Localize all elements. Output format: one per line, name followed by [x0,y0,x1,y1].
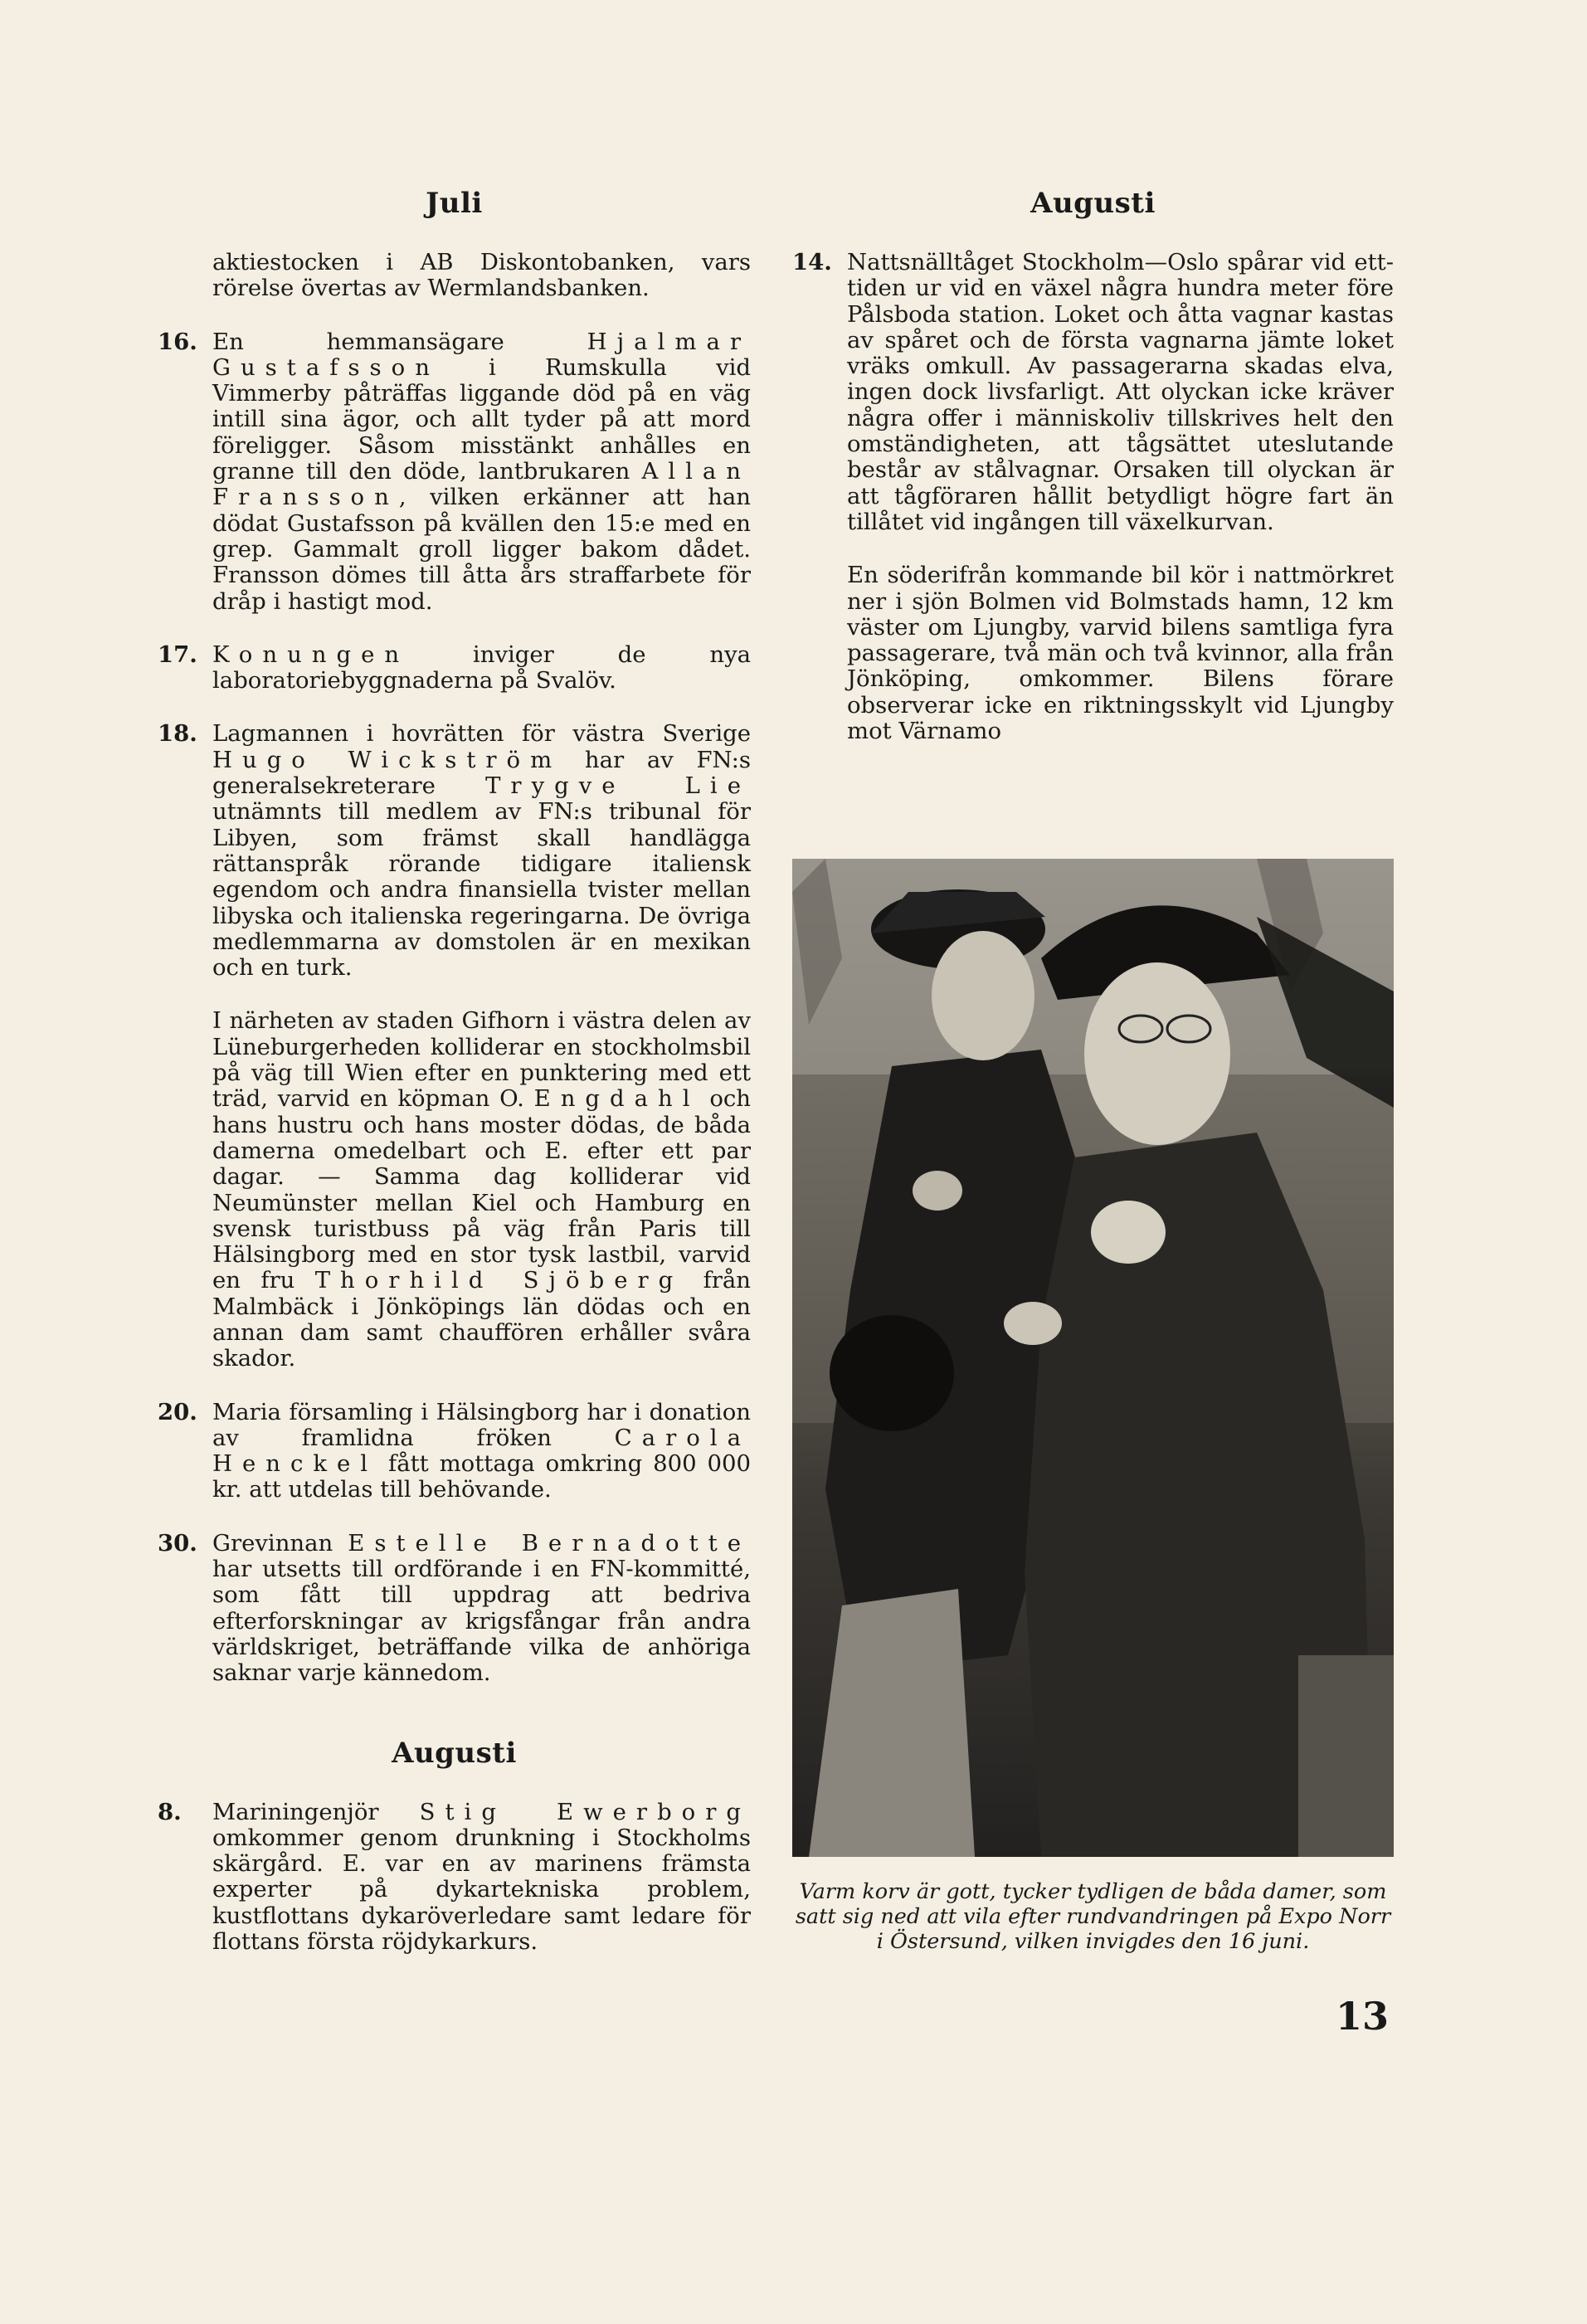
entry-14: 14. Nattsnälltåget Stockholm—Oslo spårar vid ett-tiden ur vid en växel några hundra meter före Pålsboda station. Loket och åtta vagnar kastas av spåret och de första vagnarna jämte loket vräks omkull. Av passagerarna skadas elva, ingen dock livsfarligt. Att olyckan icke kräver några offer i människoliv tillskrives helt den omständigheten, att tågsättet uteslutande består av stålvagnar. Orsaken till olyckan är att tågföraren hållit betydligt högre fart än tillåtet vid ingången till växelkurvan. [792,249,1394,535]
entry-number: 17. [158,641,197,668]
entry-number: 18. [158,720,197,748]
entry-30: 30. Grevinnan Estelle Bernadotte har utsetts till ordförande i en FN-kommitté, som fått till uppdrag att bedriva efterforskningar av krigsfångar från andra världskriget, beträffande vilka de anhöriga saknar varje kännedom. [158,1529,751,1687]
entry-number: 14. [792,249,832,275]
entry-16: 16. En hemmansägare Hjalmar Gustafsson i Rumskulla vid Vimmerby påträffas liggande död på en väg intill sina ägor, och allt tyder på att mord föreligger. Såsom misstänkt anhålles en granne till den döde, lantbrukaren Allan Fransson, vilken erkänner att han dödat Gustafsson på kvällen den 15:e med en grep. Gammalt groll ligger bakom dådet. Fransson dömes till åtta års straffarbete för dråp i hastigt mod. [158,328,751,615]
entry-number: 30. [158,1529,197,1557]
entry-18b: I närheten av staden Gifhorn i västra delen av Lüneburgerheden kolliderar en stockholmsbil på väg till Wien efter en punktering med ett träd, varvid en köpman O. Engdahl och hans hustru och hans moster dödas, de båda damerna omedelbart och E. efter ett par dagar. — Samma dag kolliderar vid Neumünster mellan Kiel och Hamburg en svensk turistbuss på väg från Paris till Hälsingborg med en stor tysk lastbil, varvid en fru Thorhild Sjöberg från Malmbäck i Jönköpings län dödas och en annan dam samt chauffören erhåller svåra skador. [212,1007,751,1372]
photo-illustration [792,859,1394,1857]
spaced-name: Estelle Bernadotte [348,1529,751,1557]
spaced-name: Hjalmar Gustafsson [212,328,751,381]
heading-augusti-left: Augusti [392,1736,517,1770]
entry-8: 8. Mariningenjör Stig Ewerborg omkommer genom drunkning i Stockholms skärgård. E. var en av marinens främsta experter på dykartekniska problem, kustflottans dykaröverledare samt ledare för flottans första röjdykarkurs. [158,1798,751,1956]
entry-number: 8. [158,1798,182,1825]
spaced-name: Allan Fransson [212,458,751,511]
photo-caption: Varm korv är gott, tycker tydligen de båda damer, som satt sig ned att vila efter rundvandringen på Expo Norr i Östersund, vilken invigdes den 16 juni. [795,1879,1391,1954]
page-number: 13 [1336,1994,1390,2039]
entry-20: 20. Maria församling i Hälsingborg har i donation av framlidna fröken Carola Henckel fått mottaga omkring 800 000 kr. att utdelas till behövande. [158,1398,751,1503]
heading-juli: Juli [426,187,483,220]
entry-number: 16. [158,328,197,355]
left-column [158,187,751,1955]
right-column [792,187,1394,744]
entry-18: 18. Lagmannen i hovrätten för västra Sverige Hugo Wickström har av FN:s generalsekreterare Trygve Lie utnämnts till medlem av FN:s tribunal för Libyen, som främst skall handlägga rättanspråk rörande tidigare italiensk egendom och andra finansiella tvister mellan libyska och italienska regeringarna. De övriga medlemmarna av domstolen är en mexikan och en turk. [158,720,751,982]
spaced-name: Carola Henckel [212,1424,751,1478]
entry-17: 17. Konungen inviger de nya laboratoriebyggnaderna på Svalöv. [158,641,751,694]
spaced-name: Stig Ewerborg [419,1798,751,1825]
photo-two-women [792,859,1394,1857]
spaced-name: Hugo Wickström [212,746,562,773]
entry-14b: En söderifrån kommande bil kör i nattmörkret ner i sjön Bolmen vid Bolmstads hamn, 12 km väster om Ljungby, varvid bilens samtliga fyra passagerare, två män och två kvinnor, alla från Jönköping, omkommer. Bilens förare observerar icke en riktningsskylt vid Ljungby mot Värnamo [847,562,1394,745]
heading-augusti-right: Augusti [1030,187,1156,220]
spaced-name: Konungen [212,641,410,668]
spaced-name: Engdahl [533,1085,700,1113]
entry-intro: aktiestocken i AB Diskontobanken, vars rörelse övertas av Wermlandsbanken. [212,249,751,302]
entry-number: 20. [158,1398,197,1425]
spaced-name: Trygve Lie [485,772,751,800]
spaced-name: Thorhild Sjöberg [314,1267,684,1294]
